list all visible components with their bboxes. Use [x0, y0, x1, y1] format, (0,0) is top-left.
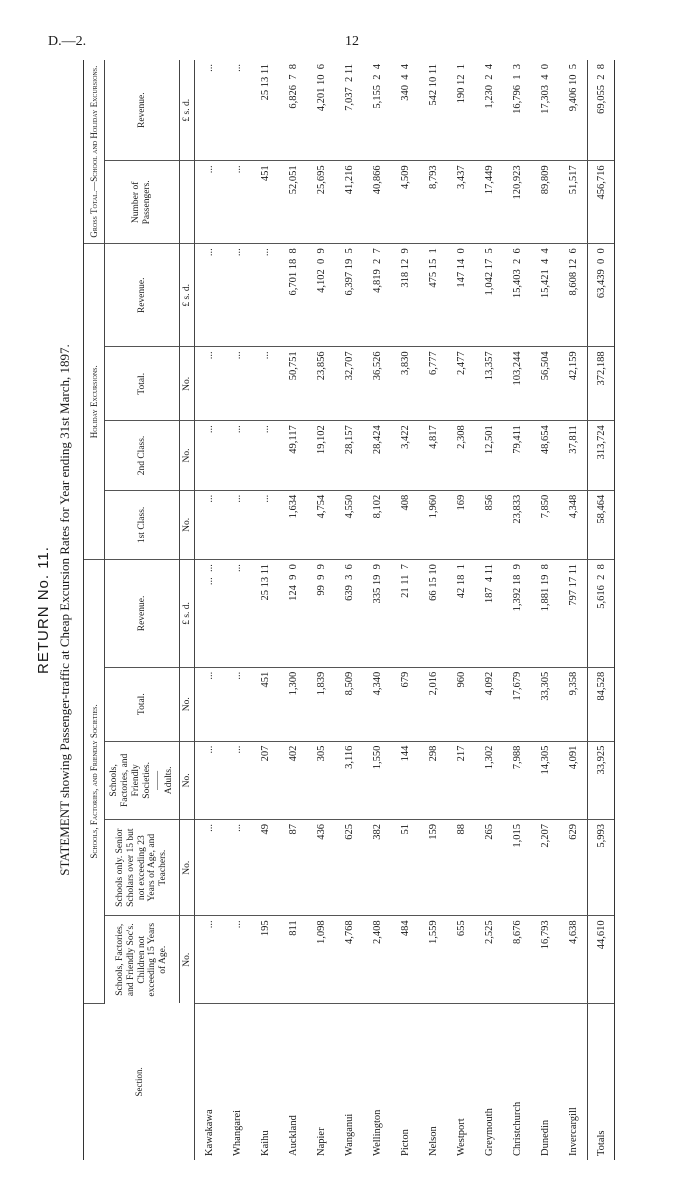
s-revenue-cell: 21 11 7 [391, 560, 419, 668]
section-name: Totals [595, 1130, 607, 1156]
g-revenue-cell: 190 12 1 [447, 60, 475, 161]
children-cell: 4,768 [335, 916, 363, 1003]
section-name-cell [503, 1003, 531, 1160]
section-name-cell [419, 1003, 447, 1160]
h-revenue-cell: ... [223, 244, 251, 347]
g-revenue-cell: 542 10 11 [419, 60, 447, 161]
return-title: RETURN No. 11. [35, 546, 52, 674]
s-total-cell: ... [223, 667, 251, 741]
section-name-cell [531, 1003, 559, 1160]
unit-label: £ s. d. [180, 244, 195, 347]
schools-total-header: Total. [105, 667, 180, 741]
g-passengers-cell: 456,716 [588, 161, 615, 244]
unit-label: No. [180, 490, 195, 559]
first-cell: 856 [475, 490, 503, 559]
table-row [307, 60, 335, 1160]
s-total-cell: 4,092 [475, 667, 503, 741]
page-number: 12 [345, 34, 359, 49]
section-name: Auckland [287, 1115, 299, 1156]
section-name: Napier [315, 1127, 327, 1156]
unit-label: £ s. d. [180, 560, 195, 668]
s-revenue-cell: 797 17 11 [559, 560, 588, 668]
h-total-cell: 42,159 [559, 347, 588, 421]
children-cell: 484 [391, 916, 419, 1003]
table-row [279, 60, 307, 1160]
children-cell: ... [223, 916, 251, 1003]
adults-header-top: Schools, Factories, and Friendly Societies. [109, 753, 152, 807]
totals-row [588, 60, 615, 1160]
second-cell: 19,102 [307, 421, 335, 490]
children-cell: 2,525 [475, 916, 503, 1003]
senior-cell: 5,993 [588, 820, 615, 916]
first-cell: 1,960 [419, 490, 447, 559]
section-name: Kaihu [259, 1130, 271, 1156]
section-name: Nelson [427, 1126, 439, 1156]
senior-cell: 51 [391, 820, 419, 916]
section-name-cell [475, 1003, 503, 1160]
s-total-cell: 451 [251, 667, 279, 741]
senior-cell: ... [195, 820, 224, 916]
s-total-cell: 9,358 [559, 667, 588, 741]
table-row [531, 60, 559, 1160]
children-cell: 2,408 [363, 916, 391, 1003]
senior-cell: 2,207 [531, 820, 559, 916]
h-revenue-cell: ... [251, 244, 279, 347]
section-name-cell [279, 1003, 307, 1160]
table-row [475, 60, 503, 1160]
h-revenue-cell: 475 15 1 [419, 244, 447, 347]
h-revenue-cell: 15,421 4 4 [531, 244, 559, 347]
section-name-cell [195, 1003, 224, 1160]
first-cell: 7,850 [531, 490, 559, 559]
first-cell: 408 [391, 490, 419, 559]
h-total-cell: 36,526 [363, 347, 391, 421]
s-revenue-cell: 5,616 2 8 [588, 560, 615, 668]
section-name: Dunedin [539, 1119, 551, 1156]
adults-cell: 33,925 [588, 741, 615, 819]
g-passengers-cell: 3,437 [447, 161, 475, 244]
g-revenue-cell: 16,796 1 3 [503, 60, 531, 161]
s-revenue-cell: 335 19 9 [363, 560, 391, 668]
h-total-cell: 32,707 [335, 347, 363, 421]
h-total-cell: 3,830 [391, 347, 419, 421]
gross-passengers-header: Number of Passengers. [105, 161, 180, 244]
section-name: Westport [455, 1118, 467, 1156]
adults-cell: 7,988 [503, 741, 531, 819]
h-revenue-cell: 147 14 0 [447, 244, 475, 347]
s-revenue-cell: 25 13 11 [251, 560, 279, 668]
h-revenue-cell: 8,608 12 6 [559, 244, 588, 347]
table-row [195, 60, 224, 1160]
g-passengers-cell: 40,866 [363, 161, 391, 244]
section-name: Wanganui [343, 1113, 355, 1156]
second-class-header: 2nd Class. [105, 421, 180, 490]
senior-cell: ... [223, 820, 251, 916]
adults-header-label: Adults. [163, 766, 174, 795]
first-cell: 23,833 [503, 490, 531, 559]
senior-cell: 629 [559, 820, 588, 916]
schools-group-header: Schools, Factories, and Friendly Societies. [84, 560, 105, 1004]
g-passengers-cell: ... [223, 161, 251, 244]
children-cell: ... [195, 916, 224, 1003]
h-revenue-cell: ... [195, 244, 224, 347]
children-cell: 1,098 [307, 916, 335, 1003]
unit-label: No. [180, 820, 195, 916]
s-revenue-cell: 1,392 18 9 [503, 560, 531, 668]
return-subtitle: STATEMENT showing Passenger-traffic at Cheap Excursion Rates for Year ending 31st March, 1897. [57, 344, 72, 876]
first-cell: 58,464 [588, 490, 615, 559]
first-cell: ... [251, 490, 279, 559]
h-total-cell: ... [223, 347, 251, 421]
holiday-total-header: Total. [105, 347, 180, 421]
first-cell: 4,348 [559, 490, 588, 559]
section-name: Kawakawa [203, 1109, 215, 1156]
second-cell: ... [251, 421, 279, 490]
first-cell: 8,102 [363, 490, 391, 559]
s-total-cell: 84,528 [588, 667, 615, 741]
h-revenue-cell: 318 12 9 [391, 244, 419, 347]
h-total-cell: ... [195, 347, 224, 421]
adults-cell: 298 [419, 741, 447, 819]
adults-cell: ... [195, 741, 224, 819]
senior-cell: 49 [251, 820, 279, 916]
second-cell: 28,424 [363, 421, 391, 490]
table-row [251, 60, 279, 1160]
g-passengers-cell: 451 [251, 161, 279, 244]
children-cell: 195 [251, 916, 279, 1003]
adults-cell: 1,550 [363, 741, 391, 819]
children-cell: 8,676 [503, 916, 531, 1003]
s-total-cell: 8,509 [335, 667, 363, 741]
gross-total-group-header: Gross Total.—School and Holiday Excursions. [84, 60, 105, 244]
adults-cell: 144 [391, 741, 419, 819]
children-cell: 4,638 [559, 916, 588, 1003]
h-revenue-cell: 15,403 2 6 [503, 244, 531, 347]
s-total-cell: 33,305 [531, 667, 559, 741]
section-name: Whangarei [231, 1109, 243, 1156]
h-total-cell: 23,856 [307, 347, 335, 421]
h-total-cell: 50,751 [279, 347, 307, 421]
second-cell: 49,117 [279, 421, 307, 490]
s-revenue-cell: 187 4 11 [475, 560, 503, 668]
h-revenue-cell: 6,397 19 5 [335, 244, 363, 347]
g-passengers-cell: 41,216 [335, 161, 363, 244]
g-revenue-cell: 25 13 11 [251, 60, 279, 161]
g-revenue-cell: 1,230 2 4 [475, 60, 503, 161]
h-total-cell: 6,777 [419, 347, 447, 421]
first-cell: ... [195, 490, 224, 559]
gross-revenue-header: Revenue. [105, 60, 180, 161]
g-passengers-cell: 120,923 [503, 161, 531, 244]
h-revenue-cell: 4,819 2 7 [363, 244, 391, 347]
g-revenue-cell: 17,303 4 0 [531, 60, 559, 161]
h-total-cell: 103,244 [503, 347, 531, 421]
second-cell: 313,724 [588, 421, 615, 490]
h-revenue-cell: 63,439 0 0 [588, 244, 615, 347]
h-total-cell: ... [251, 347, 279, 421]
senior-cell: 265 [475, 820, 503, 916]
second-cell: 37,811 [559, 421, 588, 490]
senior-cell: 1,015 [503, 820, 531, 916]
table-body [195, 60, 615, 1160]
first-cell: 1,634 [279, 490, 307, 559]
s-total-cell: 2,016 [419, 667, 447, 741]
second-cell: 3,422 [391, 421, 419, 490]
adults-cell: 1,302 [475, 741, 503, 819]
g-revenue-cell: 69,055 2 8 [588, 60, 615, 161]
first-cell: ... [223, 490, 251, 559]
unit-label: No. [180, 347, 195, 421]
senior-cell: 625 [335, 820, 363, 916]
section-header: Section. [84, 1003, 195, 1160]
table-container [83, 60, 615, 1160]
g-revenue-cell: 6,826 7 8 [279, 60, 307, 161]
s-total-cell: ... [195, 667, 224, 741]
second-cell: 48,654 [531, 421, 559, 490]
adults-cell: 402 [279, 741, 307, 819]
unit-label: No. [180, 741, 195, 819]
g-passengers-cell: 52,051 [279, 161, 307, 244]
s-revenue-cell: ... ... [195, 560, 224, 668]
g-revenue-cell: 9,406 10 5 [559, 60, 588, 161]
adults-cell: 305 [307, 741, 335, 819]
adults-cell: ... [223, 741, 251, 819]
children-cell: 16,793 [531, 916, 559, 1003]
g-passengers-cell: 25,695 [307, 161, 335, 244]
second-cell: 2,308 [447, 421, 475, 490]
s-revenue-cell: 639 3 6 [335, 560, 363, 668]
section-name-cell [307, 1003, 335, 1160]
adults-header-rule: —— [152, 770, 163, 790]
children-cell: 44,610 [588, 916, 615, 1003]
senior-scholars-header: Schools only. Senior Scholars over 15 but not exceeding 23 Years of Age, and Teachers. [105, 820, 180, 916]
section-name: Christchurch [511, 1101, 523, 1156]
unit-label: £ s. d. [180, 60, 195, 161]
h-revenue-cell: 4,102 0 9 [307, 244, 335, 347]
h-total-cell: 372,188 [588, 347, 615, 421]
section-name: Wellington [371, 1109, 383, 1156]
h-total-cell: 13,357 [475, 347, 503, 421]
section-name-cell [363, 1003, 391, 1160]
g-revenue-cell: ... [223, 60, 251, 161]
section-name-cell [251, 1003, 279, 1160]
g-revenue-cell: 340 4 4 [391, 60, 419, 161]
section-name-cell [391, 1003, 419, 1160]
table-row [363, 60, 391, 1160]
s-total-cell: 17,679 [503, 667, 531, 741]
adults-header [105, 741, 180, 819]
s-total-cell: 1,300 [279, 667, 307, 741]
senior-cell: 159 [419, 820, 447, 916]
g-revenue-cell: 4,201 10 6 [307, 60, 335, 161]
table-row [223, 60, 251, 1160]
first-cell: 4,754 [307, 490, 335, 559]
children-cell: 1,559 [419, 916, 447, 1003]
second-cell: 4,817 [419, 421, 447, 490]
g-revenue-cell: 5,155 2 4 [363, 60, 391, 161]
g-passengers-cell: 17,449 [475, 161, 503, 244]
first-class-header: 1st Class. [105, 490, 180, 559]
s-total-cell: 960 [447, 667, 475, 741]
second-cell: ... [223, 421, 251, 490]
section-name-cell [588, 1003, 615, 1160]
s-revenue-cell: 42 18 1 [447, 560, 475, 668]
s-revenue-cell: 1,881 19 8 [531, 560, 559, 668]
adults-cell: 217 [447, 741, 475, 819]
section-name-cell [223, 1003, 251, 1160]
first-cell: 4,550 [335, 490, 363, 559]
section-name-cell [335, 1003, 363, 1160]
senior-cell: 436 [307, 820, 335, 916]
table-row [447, 60, 475, 1160]
adults-cell: 14,305 [531, 741, 559, 819]
g-passengers-cell: 89,809 [531, 161, 559, 244]
unit-label: No. [180, 421, 195, 490]
second-cell: 79,411 [503, 421, 531, 490]
section-name-cell [559, 1003, 588, 1160]
h-total-cell: 2,477 [447, 347, 475, 421]
s-revenue-cell: 66 15 10 [419, 560, 447, 668]
unit-label: No. [180, 667, 195, 741]
s-revenue-cell: 99 9 9 [307, 560, 335, 668]
adults-cell: 207 [251, 741, 279, 819]
s-revenue-cell: 124 9 0 [279, 560, 307, 668]
senior-cell: 88 [447, 820, 475, 916]
s-revenue-cell: ... [223, 560, 251, 668]
first-cell: 169 [447, 490, 475, 559]
g-passengers-cell: 4,509 [391, 161, 419, 244]
children-cell: 811 [279, 916, 307, 1003]
children-cell: 655 [447, 916, 475, 1003]
table-row [559, 60, 588, 1160]
section-name: Invercargill [567, 1107, 579, 1156]
page-header-code: D.—2. [48, 34, 87, 49]
senior-cell: 382 [363, 820, 391, 916]
g-passengers-cell: ... [195, 161, 224, 244]
table-row [419, 60, 447, 1160]
g-revenue-cell: ... [195, 60, 224, 161]
table-row [391, 60, 419, 1160]
rotated-return-table [35, 60, 685, 1160]
g-revenue-cell: 7,037 2 11 [335, 60, 363, 161]
children-header: Schools, Factories, and Friendly Soc's. Children not exceeding 15 Years of Age. [105, 916, 180, 1003]
s-total-cell: 1,839 [307, 667, 335, 741]
holiday-revenue-header: Revenue. [105, 244, 180, 347]
s-total-cell: 4,340 [363, 667, 391, 741]
unit-label [180, 161, 195, 244]
holiday-group-header: Holiday Excursions. [84, 244, 105, 560]
senior-cell: 87 [279, 820, 307, 916]
h-total-cell: 56,504 [531, 347, 559, 421]
adults-cell: 4,091 [559, 741, 588, 819]
section-name-cell [447, 1003, 475, 1160]
second-cell: 12,501 [475, 421, 503, 490]
excursion-traffic-table [83, 60, 615, 1160]
schools-revenue-header: Revenue. [105, 560, 180, 668]
adults-cell: 3,116 [335, 741, 363, 819]
table-row [503, 60, 531, 1160]
s-total-cell: 679 [391, 667, 419, 741]
table-row [335, 60, 363, 1160]
g-passengers-cell: 8,793 [419, 161, 447, 244]
section-name: Picton [399, 1129, 411, 1156]
unit-label: No. [180, 916, 195, 1003]
second-cell: 28,157 [335, 421, 363, 490]
g-passengers-cell: 51,517 [559, 161, 588, 244]
section-name: Greymouth [483, 1108, 495, 1156]
h-revenue-cell: 6,701 18 8 [279, 244, 307, 347]
second-cell: ... [195, 421, 224, 490]
h-revenue-cell: 1,042 17 5 [475, 244, 503, 347]
